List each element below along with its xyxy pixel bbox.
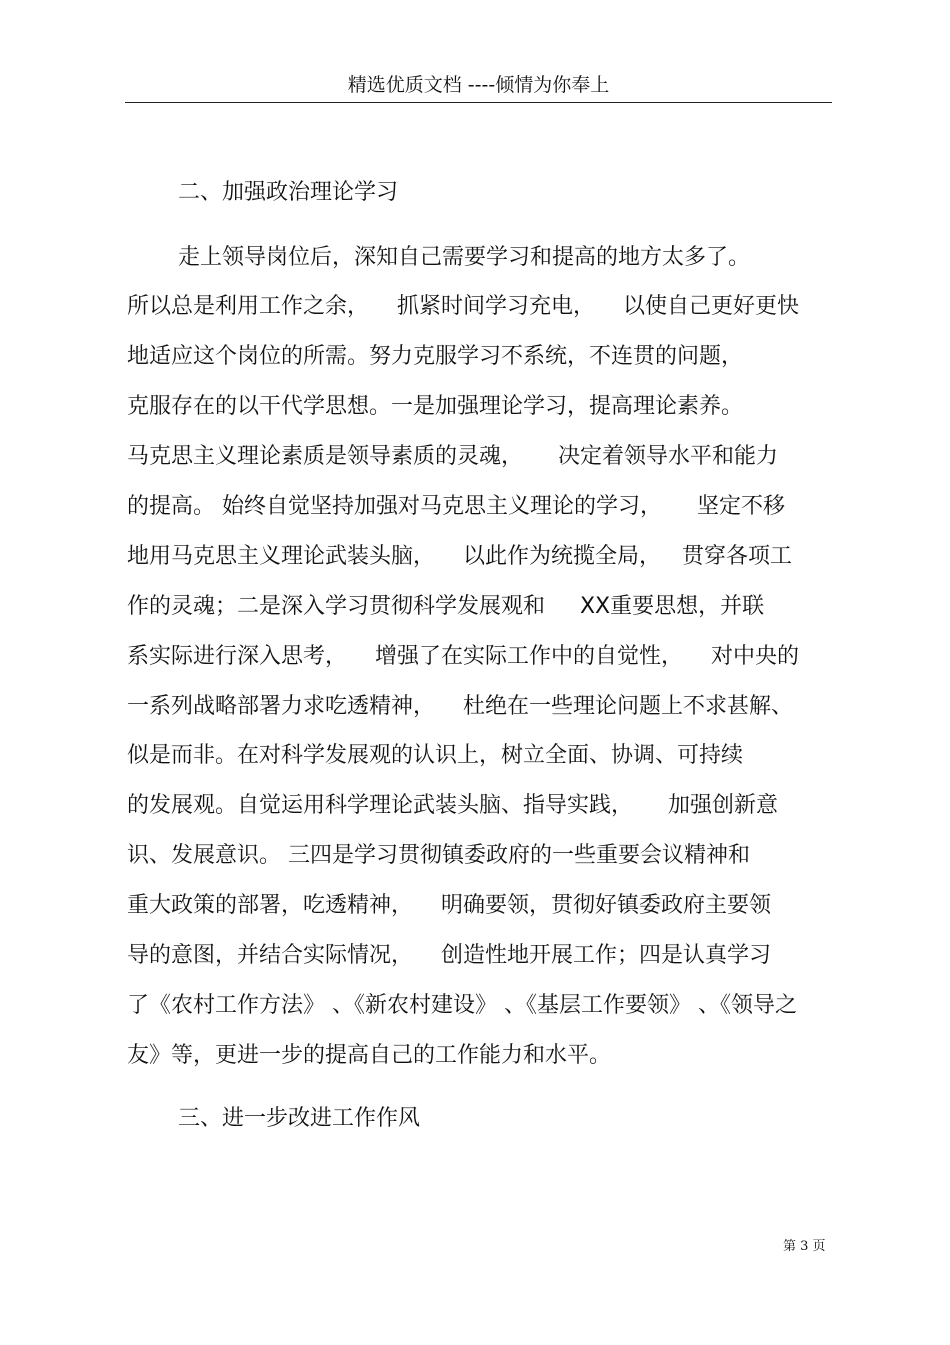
section-heading: 二、加强政治理论学习 — [178, 180, 399, 205]
paragraph-line: 所以总是利用工作之余， 抓紧时间学习充电， 以使自己更好更快 — [127, 294, 799, 319]
paragraph-line: 作的灵魂；二是深入学习贯彻科学发展观和 XX重要思想，并联 — [127, 594, 765, 619]
paragraph-line: 重大政策的部署，吃透精神， 明确要领，贯彻好镇委政府主要领 — [127, 893, 771, 918]
section-heading: 三、进一步改进工作作风 — [178, 1106, 421, 1131]
page-number: 第 3 页 — [783, 1239, 826, 1254]
paragraph-line: 地适应这个岗位的所需。努力克服学习不系统，不连贯的问题， — [127, 344, 744, 369]
paragraph-line: 一系列战略部署力求吃透精神， 杜绝在一些理论问题上不求甚解、 — [127, 694, 793, 719]
paragraph-line: 的提高。 始终自觉坚持加强对马克思主义理论的学习， 坚定不移 — [127, 494, 785, 519]
paragraph-line: 地用马克思主义理论武装头脑， 以此作为统揽全局， 贯穿各项工 — [127, 544, 792, 569]
paragraph-line: 导的意图，并结合实际情况， 创造性地开展工作；四是认真学习 — [127, 943, 771, 968]
paragraph-line: 克服存在的以干代学思想。一是加强理论学习，提高理论素养。 — [127, 394, 744, 419]
paragraph-line: 了《农村工作方法》 、《新农村建设》 、《基层工作要领》 、《领导之 — [127, 993, 797, 1018]
paragraph-line: 马克思主义理论素质是领导素质的灵魂， 决定着领导水平和能力 — [127, 444, 778, 469]
page-header — [125, 70, 832, 103]
paragraph-line: 似是而非。在对科学发展观的认识上，树立全面、协调、可持续 — [127, 743, 744, 768]
header-title: 精选优质文档 ----倾情为你奉上 — [347, 74, 610, 96]
paragraph-line: 走上领导岗位后，深知自己需要学习和提高的地方太多了。 — [178, 245, 751, 270]
paragraph-line: 的发展观。自觉运用科学理论武装头脑、指导实践， 加强创新意 — [127, 793, 778, 818]
paragraph-line: 友》等，更进一步的提高自己的工作能力和水平。 — [127, 1043, 612, 1068]
paragraph-line: 识、发展意识。 三四是学习贯彻镇委政府的一些重要会议精神和 — [127, 843, 750, 868]
paragraph-line: 系实际进行深入思考， 增强了在实际工作中的自觉性， 对中央的 — [127, 644, 799, 669]
